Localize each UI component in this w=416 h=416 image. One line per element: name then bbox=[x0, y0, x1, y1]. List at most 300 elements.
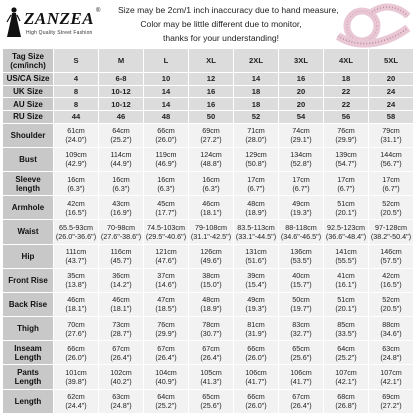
table-row bbox=[3, 86, 413, 98]
measurement-cell bbox=[99, 317, 143, 340]
value-inch: (24.8") bbox=[380, 352, 402, 362]
measurement-cell bbox=[369, 269, 413, 292]
value-inch: (18.1") bbox=[110, 304, 132, 314]
measurement-cell bbox=[99, 111, 143, 123]
row-label: RU Size bbox=[3, 111, 53, 123]
measurement-cell bbox=[234, 245, 278, 268]
value-cm: 131cm bbox=[245, 247, 267, 257]
value-inch: (16.5") bbox=[380, 280, 402, 290]
value-cm: 16 bbox=[296, 74, 306, 84]
size-column-header: XL bbox=[189, 49, 233, 72]
measurement-cell bbox=[189, 293, 233, 316]
value-inch: (19.7") bbox=[290, 304, 312, 314]
measurement-cell bbox=[99, 196, 143, 219]
value-cm: 63cm bbox=[112, 392, 130, 402]
value-cm: 51cm bbox=[337, 295, 355, 305]
value-inch: (26.0") bbox=[245, 401, 267, 411]
measurement-cell bbox=[99, 245, 143, 268]
table-row bbox=[3, 73, 413, 85]
value-cm: 16 bbox=[206, 99, 216, 109]
value-inch: (6.3") bbox=[112, 183, 130, 193]
value-inch: (16.5") bbox=[65, 207, 87, 217]
value-cm: 17cm bbox=[382, 174, 400, 184]
value-cm: 48cm bbox=[202, 295, 220, 305]
measurement-cell bbox=[324, 172, 368, 195]
measurement-cell bbox=[99, 269, 143, 292]
row-label: Front Rise bbox=[3, 269, 53, 292]
measurement-cell bbox=[189, 124, 233, 147]
measurement-cell bbox=[324, 111, 368, 123]
value-cm: 20 bbox=[296, 99, 306, 109]
value-cm: 67cm bbox=[112, 343, 130, 353]
value-inch: (13.8") bbox=[65, 280, 87, 290]
value-cm: 66cm bbox=[247, 392, 265, 402]
value-cm: 61cm bbox=[67, 126, 85, 136]
measurement-cell bbox=[99, 220, 143, 243]
measurement-cell bbox=[234, 124, 278, 147]
value-inch: (14.2") bbox=[110, 280, 132, 290]
value-inch: (31.9") bbox=[245, 328, 267, 338]
value-cm: 105cm bbox=[200, 368, 222, 378]
value-cm: 48cm bbox=[247, 198, 265, 208]
value-inch: (42.1") bbox=[380, 377, 402, 387]
value-cm: 52cm bbox=[382, 198, 400, 208]
value-inch: (39.8") bbox=[65, 377, 87, 387]
measurement-cell bbox=[189, 269, 233, 292]
measurement-cell bbox=[279, 245, 323, 268]
measurement-cell bbox=[279, 98, 323, 110]
measurement-cell bbox=[369, 124, 413, 147]
value-inch: (26.4") bbox=[155, 352, 177, 362]
measurement-cell bbox=[54, 73, 98, 85]
value-cm: 51cm bbox=[337, 198, 355, 208]
value-inch: (26.0") bbox=[65, 352, 87, 362]
measurement-cell bbox=[234, 148, 278, 171]
value-inch: (27.6") bbox=[65, 328, 87, 338]
value-cm: 88cm bbox=[382, 319, 400, 329]
measurement-cell bbox=[144, 245, 188, 268]
value-cm: 68cm bbox=[337, 392, 355, 402]
measurement-cell bbox=[144, 172, 188, 195]
value-inch: (48.8") bbox=[200, 159, 222, 169]
row-label: Length bbox=[3, 390, 53, 413]
value-inch: (26.4") bbox=[290, 401, 312, 411]
value-inch: (53.5") bbox=[290, 256, 312, 266]
value-inch: (16.1") bbox=[335, 280, 357, 290]
value-cm: 38cm bbox=[202, 271, 220, 281]
measurement-cell bbox=[189, 172, 233, 195]
table-row bbox=[3, 245, 413, 268]
value-cm: 50 bbox=[206, 112, 216, 122]
table-row bbox=[3, 365, 413, 388]
value-cm: 88-118cm bbox=[285, 222, 317, 232]
measurement-cell bbox=[369, 196, 413, 219]
table-row bbox=[3, 148, 413, 171]
brand-logo bbox=[4, 6, 108, 42]
value-inch: (55.5") bbox=[335, 256, 357, 266]
value-inch: (54.7") bbox=[335, 159, 357, 169]
value-cm: 16cm bbox=[112, 174, 130, 184]
value-cm: 10-12 bbox=[111, 87, 131, 97]
value-inch: (15.4") bbox=[245, 280, 267, 290]
value-inch: (24.0") bbox=[65, 135, 87, 145]
value-cm: 116cm bbox=[110, 247, 132, 257]
measurement-cell bbox=[279, 341, 323, 364]
table-row bbox=[3, 172, 413, 195]
value-inch: (19.3") bbox=[290, 207, 312, 217]
table-row bbox=[3, 293, 413, 316]
value-cm: 67cm bbox=[202, 343, 220, 353]
measurement-cell bbox=[324, 73, 368, 85]
value-cm: 66cm bbox=[67, 343, 85, 353]
value-inch: (27.2") bbox=[200, 135, 222, 145]
measurement-cell bbox=[324, 124, 368, 147]
measurement-cell bbox=[189, 73, 233, 85]
value-cm: 139cm bbox=[335, 150, 357, 160]
value-cm: 24 bbox=[386, 99, 396, 109]
size-column-header: S bbox=[54, 49, 98, 72]
brand-name: ZANZEA bbox=[24, 9, 95, 28]
measurement-cell bbox=[324, 317, 368, 340]
measurement-cell bbox=[234, 73, 278, 85]
measurement-cell bbox=[144, 365, 188, 388]
value-cm: 46cm bbox=[202, 198, 220, 208]
value-inch: (40.9") bbox=[155, 377, 177, 387]
size-column-header: 3XL bbox=[279, 49, 323, 72]
measurement-cell bbox=[189, 196, 233, 219]
value-inch: (33.1"-44.5") bbox=[235, 231, 277, 241]
value-cm: 79cm bbox=[382, 126, 400, 136]
value-inch: (32.7") bbox=[290, 328, 312, 338]
value-inch: (52.8") bbox=[290, 159, 312, 169]
value-inch: (29.1") bbox=[290, 135, 312, 145]
value-cm: 141cm bbox=[335, 247, 357, 257]
measurement-cell bbox=[234, 269, 278, 292]
measurement-cell bbox=[54, 293, 98, 316]
measurement-cell bbox=[54, 172, 98, 195]
measurement-cell bbox=[324, 86, 368, 98]
value-cm: 70-98cm bbox=[107, 222, 135, 232]
value-cm: 64cm bbox=[112, 126, 130, 136]
row-label: Sleeve length bbox=[3, 172, 53, 195]
measurement-cell bbox=[234, 365, 278, 388]
measurement-cell bbox=[144, 220, 188, 243]
measurement-cell bbox=[369, 148, 413, 171]
value-cm: 136cm bbox=[290, 247, 312, 257]
value-cm: 134cm bbox=[290, 150, 312, 160]
value-cm: 126cm bbox=[200, 247, 222, 257]
measurement-cell bbox=[234, 111, 278, 123]
measurement-cell bbox=[54, 98, 98, 110]
value-cm: 18 bbox=[251, 87, 261, 97]
measurement-notice bbox=[118, 3, 339, 45]
measurement-cell bbox=[324, 365, 368, 388]
value-cm: 16cm bbox=[157, 174, 175, 184]
value-cm: 102cm bbox=[110, 368, 132, 378]
value-inch: (27.6"-38.6") bbox=[100, 231, 142, 241]
measurement-cell bbox=[279, 111, 323, 123]
measurement-cell bbox=[279, 196, 323, 219]
value-cm: 85cm bbox=[337, 319, 355, 329]
value-cm: 107cm bbox=[335, 368, 357, 378]
value-cm: 111cm bbox=[65, 247, 87, 257]
value-cm: 74.5-103cm bbox=[147, 222, 185, 232]
table-row bbox=[3, 98, 413, 110]
value-cm: 18 bbox=[251, 99, 261, 109]
value-inch: (26.0") bbox=[245, 352, 267, 362]
measurement-cell bbox=[279, 124, 323, 147]
measurement-cell bbox=[99, 98, 143, 110]
value-inch: (41.3") bbox=[200, 377, 222, 387]
value-cm: 46cm bbox=[112, 295, 130, 305]
value-cm: 16cm bbox=[67, 174, 85, 184]
size-column-header: 2XL bbox=[234, 49, 278, 72]
value-cm: 73cm bbox=[112, 319, 130, 329]
measurement-cell bbox=[99, 365, 143, 388]
measurement-cell bbox=[234, 98, 278, 110]
value-cm: 79-108cm bbox=[195, 222, 227, 232]
row-label: Inseam Length bbox=[3, 341, 53, 364]
value-cm: 46 bbox=[116, 112, 126, 122]
value-cm: 17cm bbox=[292, 174, 310, 184]
measurement-cell bbox=[99, 73, 143, 85]
value-cm: 74cm bbox=[292, 126, 310, 136]
value-inch: (31.1") bbox=[380, 135, 402, 145]
value-cm: 66cm bbox=[247, 343, 265, 353]
measurement-cell bbox=[144, 196, 188, 219]
measurement-cell bbox=[54, 196, 98, 219]
value-inch: (18.9") bbox=[245, 207, 267, 217]
measurement-cell bbox=[234, 220, 278, 243]
measurement-cell bbox=[279, 317, 323, 340]
measurement-cell bbox=[54, 86, 98, 98]
value-inch: (46.9") bbox=[155, 159, 177, 169]
value-inch: (20.5") bbox=[380, 304, 402, 314]
value-inch: (20.1") bbox=[335, 304, 357, 314]
value-cm: 62cm bbox=[67, 392, 85, 402]
measurement-cell bbox=[324, 341, 368, 364]
measurement-cell bbox=[279, 269, 323, 292]
value-inch: (24.4") bbox=[65, 401, 87, 411]
row-label: Shoulder bbox=[3, 124, 53, 147]
measuring-tape-icon bbox=[332, 2, 412, 48]
measurement-cell bbox=[99, 172, 143, 195]
measurement-cell bbox=[279, 148, 323, 171]
table-row bbox=[3, 111, 413, 123]
measurement-cell bbox=[189, 390, 233, 413]
value-inch: (44.9") bbox=[110, 159, 132, 169]
value-cm: 35cm bbox=[67, 271, 85, 281]
value-cm: 37cm bbox=[157, 271, 175, 281]
measurement-cell bbox=[369, 245, 413, 268]
measurement-cell bbox=[324, 148, 368, 171]
notice-line: thanks for your understanding! bbox=[162, 33, 280, 43]
measurement-cell bbox=[189, 365, 233, 388]
value-inch: (18.5") bbox=[155, 304, 177, 314]
value-inch: (14.6") bbox=[155, 280, 177, 290]
measurement-cell bbox=[234, 390, 278, 413]
row-label: Waist bbox=[3, 220, 53, 243]
value-cm: 36cm bbox=[112, 271, 130, 281]
size-chart-table bbox=[2, 48, 414, 414]
measurement-cell bbox=[279, 73, 323, 85]
value-inch: (26.0") bbox=[155, 135, 177, 145]
value-inch: (6.7") bbox=[292, 183, 310, 193]
value-inch: (6.3") bbox=[202, 183, 220, 193]
value-inch: (18.1") bbox=[65, 304, 87, 314]
value-cm: 20 bbox=[296, 87, 306, 97]
measurement-cell bbox=[144, 341, 188, 364]
value-cm: 83.5-113cm bbox=[237, 222, 275, 232]
value-cm: 107cm bbox=[380, 368, 402, 378]
value-inch: (29.9") bbox=[155, 328, 177, 338]
value-cm: 16cm bbox=[202, 174, 220, 184]
value-cm: 129cm bbox=[245, 150, 267, 160]
measurement-cell bbox=[99, 293, 143, 316]
value-inch: (47.6") bbox=[155, 256, 177, 266]
size-column-header: M bbox=[99, 49, 143, 72]
value-cm: 8 bbox=[73, 99, 79, 109]
value-cm: 42cm bbox=[382, 271, 400, 281]
value-cm: 45cm bbox=[157, 198, 175, 208]
value-inch: (6.3") bbox=[157, 183, 175, 193]
value-inch: (20.5") bbox=[380, 207, 402, 217]
value-cm: 97-128cm bbox=[375, 222, 407, 232]
value-inch: (25.6") bbox=[200, 401, 222, 411]
value-inch: (26.8") bbox=[335, 401, 357, 411]
value-inch: (34.6"-46.5") bbox=[280, 231, 322, 241]
measurement-cell bbox=[99, 86, 143, 98]
row-label: UK Size bbox=[3, 86, 53, 98]
value-cm: 78cm bbox=[202, 319, 220, 329]
table-row bbox=[3, 317, 413, 340]
value-cm: 20 bbox=[386, 74, 396, 84]
measurement-cell bbox=[189, 245, 233, 268]
value-inch: (42.1") bbox=[335, 377, 357, 387]
value-cm: 44 bbox=[71, 112, 81, 122]
measurement-cell bbox=[324, 293, 368, 316]
value-inch: (29.5"-40.6") bbox=[145, 231, 187, 241]
value-inch: (51.6") bbox=[245, 256, 267, 266]
row-label: Hip bbox=[3, 245, 53, 268]
measurement-cell bbox=[54, 365, 98, 388]
value-inch: (49.6") bbox=[200, 256, 222, 266]
value-cm: 109cm bbox=[65, 150, 87, 160]
value-cm: 83cm bbox=[292, 319, 310, 329]
row-label: US/CA Size bbox=[3, 73, 53, 85]
value-cm: 58 bbox=[386, 112, 396, 122]
value-cm: 16 bbox=[206, 87, 216, 97]
measurement-cell bbox=[144, 73, 188, 85]
value-inch: (26.0"-36.6") bbox=[55, 231, 97, 241]
measurement-cell bbox=[324, 269, 368, 292]
value-inch: (25.2") bbox=[335, 352, 357, 362]
value-inch: (25.2") bbox=[110, 135, 132, 145]
value-cm: 10-12 bbox=[111, 99, 131, 109]
value-cm: 106cm bbox=[245, 368, 267, 378]
measurement-cell bbox=[279, 172, 323, 195]
value-inch: (28.7") bbox=[110, 328, 132, 338]
measurement-cell bbox=[324, 245, 368, 268]
table-row bbox=[3, 269, 413, 292]
value-cm: 146cm bbox=[380, 247, 402, 257]
measurement-cell bbox=[324, 220, 368, 243]
measurement-cell bbox=[369, 293, 413, 316]
measurement-cell bbox=[99, 341, 143, 364]
table-header-row bbox=[3, 49, 413, 72]
size-column-header: 4XL bbox=[324, 49, 368, 72]
row-label: Armhole bbox=[3, 196, 53, 219]
value-cm: 24 bbox=[386, 87, 396, 97]
measurement-cell bbox=[234, 172, 278, 195]
table-row bbox=[3, 390, 413, 413]
value-cm: 106cm bbox=[290, 368, 312, 378]
measurement-cell bbox=[99, 148, 143, 171]
value-cm: 54 bbox=[296, 112, 306, 122]
page-header bbox=[0, 0, 416, 48]
value-cm: 65.5-93cm bbox=[59, 222, 93, 232]
measurement-cell bbox=[324, 390, 368, 413]
value-inch: (20.1") bbox=[335, 207, 357, 217]
value-inch: (26.4") bbox=[200, 352, 222, 362]
row-label: Pants Length bbox=[3, 365, 53, 388]
value-cm: 46cm bbox=[67, 295, 85, 305]
value-cm: 17cm bbox=[337, 174, 355, 184]
value-inch: (43.7") bbox=[65, 256, 87, 266]
value-cm: 49cm bbox=[292, 198, 310, 208]
value-cm: 4 bbox=[73, 74, 79, 84]
value-inch: (28.0") bbox=[245, 135, 267, 145]
measurement-cell bbox=[54, 341, 98, 364]
value-inch: (41.7") bbox=[290, 377, 312, 387]
value-cm: 66cm bbox=[157, 126, 175, 136]
value-cm: 43cm bbox=[112, 198, 130, 208]
measurement-cell bbox=[144, 148, 188, 171]
value-cm: 50cm bbox=[292, 295, 310, 305]
header-label: Tag Size (cm/inch) bbox=[3, 49, 53, 72]
value-cm: 42cm bbox=[67, 198, 85, 208]
measurement-cell bbox=[144, 98, 188, 110]
value-cm: 10 bbox=[161, 74, 171, 84]
value-cm: 69cm bbox=[382, 392, 400, 402]
registered-mark: ® bbox=[96, 8, 101, 14]
measurement-cell bbox=[54, 124, 98, 147]
measurement-cell bbox=[189, 317, 233, 340]
measurement-cell bbox=[369, 317, 413, 340]
measurement-cell bbox=[99, 390, 143, 413]
value-inch: (31.1"-42.5") bbox=[190, 231, 232, 241]
measurement-cell bbox=[189, 148, 233, 171]
size-column-header: 5XL bbox=[369, 49, 413, 72]
value-inch: (6.3") bbox=[67, 183, 85, 193]
table-row bbox=[3, 220, 413, 243]
value-cm: 14 bbox=[251, 74, 261, 84]
value-cm: 14 bbox=[161, 99, 171, 109]
value-inch: (41.7") bbox=[245, 377, 267, 387]
measurement-cell bbox=[234, 196, 278, 219]
value-cm: 65cm bbox=[292, 343, 310, 353]
value-cm: 49cm bbox=[247, 295, 265, 305]
measurement-cell bbox=[279, 293, 323, 316]
measurement-cell bbox=[189, 341, 233, 364]
measurement-cell bbox=[54, 390, 98, 413]
table-row bbox=[3, 196, 413, 219]
measurement-cell bbox=[369, 390, 413, 413]
value-inch: (57.5") bbox=[380, 256, 402, 266]
value-cm: 124cm bbox=[200, 150, 222, 160]
notice-line: Color may be little different due to monitor, bbox=[140, 19, 302, 29]
measurement-cell bbox=[189, 111, 233, 123]
